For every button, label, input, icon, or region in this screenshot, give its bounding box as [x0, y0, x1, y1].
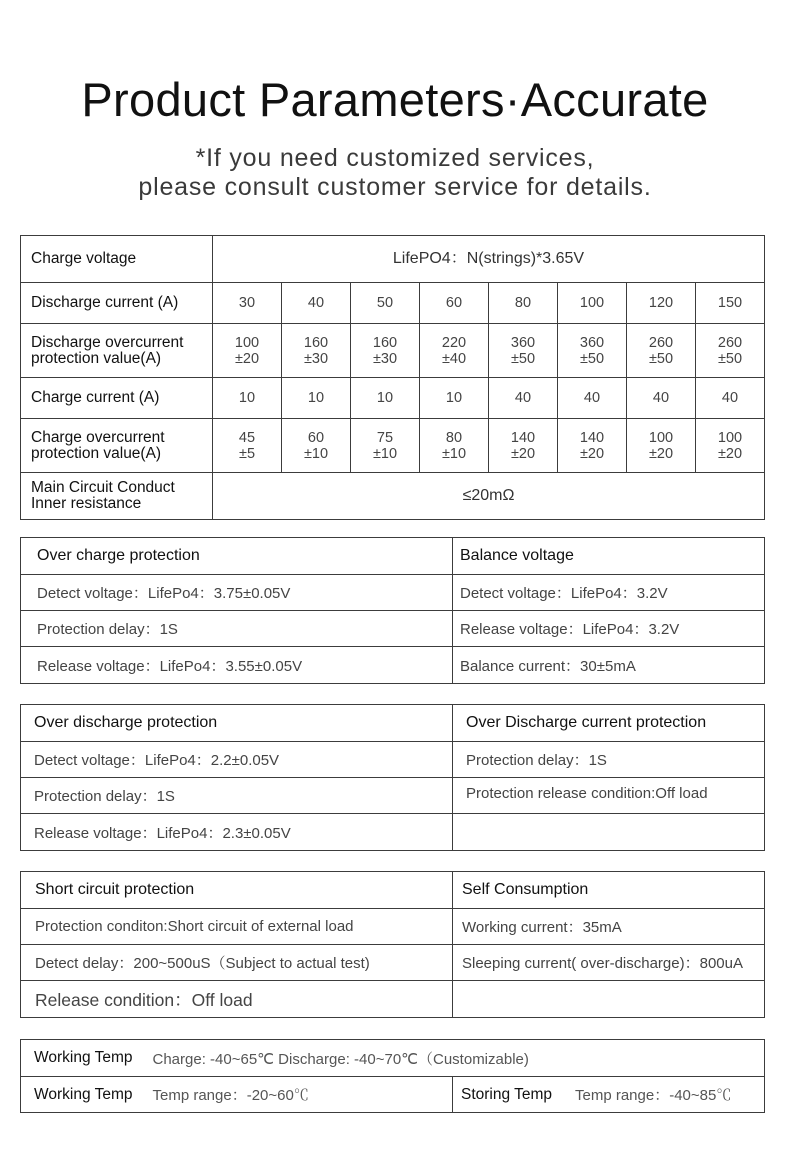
list-item: Release voltage：LifePo4：3.2V — [453, 611, 764, 647]
table-cell: 360 ±50 — [489, 324, 558, 378]
label-line: protection value(A) — [31, 349, 162, 367]
table-row — [21, 473, 765, 520]
list-item: Release condition：Off load — [35, 989, 253, 1010]
list-item: Sleeping current( over-discharge)：800uA — [453, 945, 764, 981]
section-title: Over discharge protection — [21, 705, 452, 742]
row-label: Discharge current (A) — [21, 283, 213, 324]
list-item: Protection conditon:Short circuit of external load — [21, 909, 452, 945]
list-item: Detect voltage：LifePo4：3.75±0.05V — [21, 575, 452, 611]
charge-voltage-value: LifePO4：N(strings)*3.65V — [213, 236, 765, 283]
subtitle-line-2: please consult customer service for details. — [138, 173, 652, 201]
table-cell: 75 ±10 — [351, 419, 420, 473]
table-cell: 140 ±20 — [489, 419, 558, 473]
over-discharge-box — [20, 704, 765, 851]
list-item: Protection delay：1S — [21, 611, 452, 647]
self-consumption-section — [453, 872, 764, 1017]
table-cell: 40 — [489, 378, 558, 419]
table-cell: 220 ±40 — [420, 324, 489, 378]
list-item: Release voltage：LifePo4：3.55±0.05V — [37, 657, 303, 675]
section-title: Over Discharge current protection — [453, 705, 764, 742]
row-label: Charge current (A) — [21, 378, 213, 419]
table-cell: 160 ±30 — [282, 324, 351, 378]
label-line: protection value(A) — [31, 444, 162, 462]
resistance-value: ≤20mΩ — [213, 473, 765, 520]
label-line: Inner resistance — [31, 495, 142, 512]
list-item: Detect voltage：LifePo4：2.2±0.05V — [21, 742, 452, 778]
row-label — [21, 473, 213, 520]
working-temp-value: Charge: -40~65℃ Discharge: -40~70℃（Customizable) — [152, 1050, 529, 1068]
table-cell: 40 — [282, 283, 351, 324]
temperature-box — [20, 1039, 765, 1113]
table-cell: 100 ±20 — [213, 324, 282, 378]
table-cell: 10 — [213, 378, 282, 419]
table-cell: 140 ±20 — [558, 419, 627, 473]
row-label: Charge voltage — [21, 236, 213, 283]
over-discharge-section — [21, 705, 453, 850]
table-cell: 260 ±50 — [627, 324, 696, 378]
list-item: Detect voltage：LifePo4：3.2V — [453, 575, 764, 611]
table-cell: 360 ±50 — [558, 324, 627, 378]
label-line: Main Circuit Conduct — [31, 479, 175, 496]
table-cell: 100 ±20 — [696, 419, 765, 473]
storing-temp-range: Temp range：-40~85℃ — [575, 1087, 732, 1104]
table-cell: 260 ±50 — [696, 324, 765, 378]
section-title: Self Consumption — [453, 872, 764, 909]
list-item — [453, 814, 764, 850]
table-row — [21, 378, 765, 419]
table-cell: 100 — [558, 283, 627, 324]
page-title: Product Parameters·Accurate — [81, 73, 709, 126]
table-row — [21, 419, 765, 473]
balance-section — [453, 538, 764, 683]
divider — [452, 1077, 453, 1112]
list-item: Balance current：30±5mA — [460, 657, 636, 675]
list-item: Protection delay：1S — [453, 742, 764, 778]
table-cell: 45 ±5 — [213, 419, 282, 473]
table-row — [21, 236, 765, 283]
label-line: Charge overcurrent — [31, 428, 165, 446]
table-cell: 40 — [627, 378, 696, 419]
section-title: Balance voltage — [453, 538, 764, 575]
list-item: Detect delay：200~500uS（Subject to actual test) — [21, 945, 452, 981]
section-title: Over charge protection — [21, 538, 452, 575]
table-cell: 150 — [696, 283, 765, 324]
row-label — [21, 324, 213, 378]
working-temp-label: Working Temp — [34, 1085, 133, 1103]
short-circuit-box — [20, 871, 765, 1018]
over-charge-balance-box — [20, 537, 765, 684]
list-item: Working current：35mA — [453, 909, 764, 945]
table-cell: 60 — [420, 283, 489, 324]
list-item: Protection release condition:Off load — [453, 778, 764, 814]
subtitle-line-1: *If you need customized services, — [195, 144, 595, 172]
storing-temp-label: Storing Temp — [461, 1085, 553, 1103]
list-item: Release voltage：LifePo4：2.3±0.05V — [34, 824, 291, 842]
table-cell: 30 — [213, 283, 282, 324]
parameter-table — [20, 235, 765, 520]
temp-row — [21, 1040, 764, 1077]
over-discharge-current-section — [453, 705, 764, 850]
table-cell: 10 — [351, 378, 420, 419]
label-line: Discharge overcurrent — [31, 333, 184, 351]
table-cell: 10 — [420, 378, 489, 419]
row-label — [21, 419, 213, 473]
table-cell: 80 ±10 — [420, 419, 489, 473]
working-temp-range: Temp range：-20~60℃ — [152, 1087, 309, 1104]
table-row — [21, 324, 765, 378]
over-charge-section — [21, 538, 453, 683]
section-title: Short circuit protection — [21, 872, 452, 909]
table-row — [21, 283, 765, 324]
table-cell: 160 ±30 — [351, 324, 420, 378]
table-cell: 10 — [282, 378, 351, 419]
table-cell: 40 — [558, 378, 627, 419]
list-item — [453, 981, 764, 1017]
working-temp-label: Working Temp — [34, 1049, 133, 1066]
table-cell: 80 — [489, 283, 558, 324]
table-cell: 50 — [351, 283, 420, 324]
table-cell: 120 — [627, 283, 696, 324]
table-cell: 40 — [696, 378, 765, 419]
short-circuit-section — [21, 872, 453, 1017]
table-cell: 60 ±10 — [282, 419, 351, 473]
table-cell: 100 ±20 — [627, 419, 696, 473]
temp-row — [21, 1077, 764, 1112]
list-item: Protection delay：1S — [21, 778, 452, 814]
